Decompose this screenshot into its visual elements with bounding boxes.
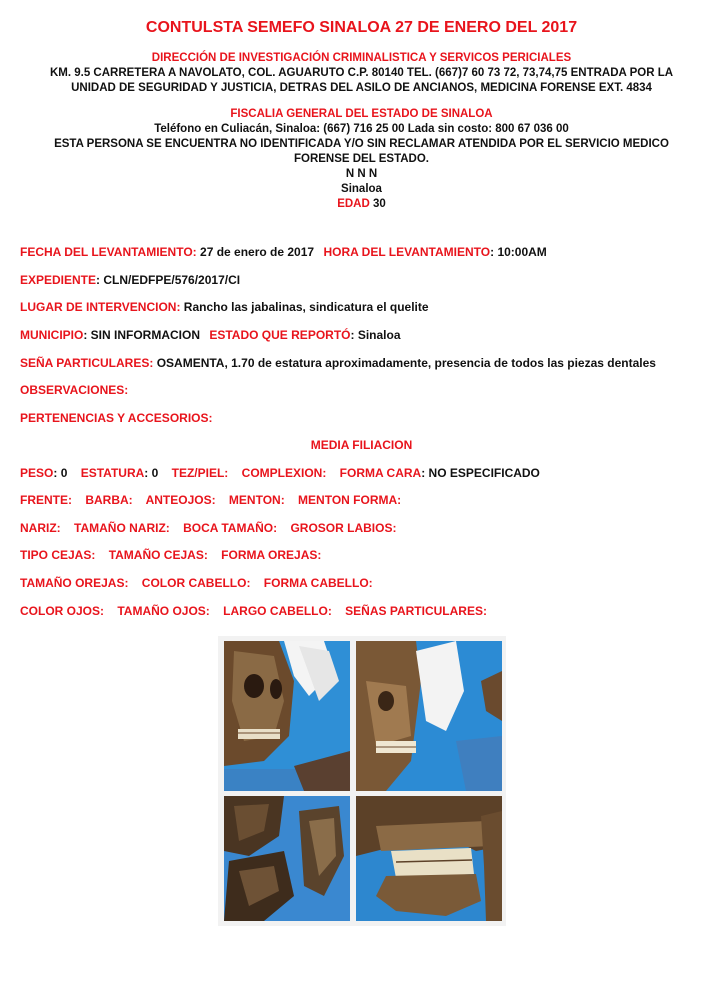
edad-row xyxy=(10,197,713,212)
municipio-value: : SIN INFORMACION xyxy=(83,328,201,342)
largo-cabello-label: LARGO CABELLO: xyxy=(223,604,332,618)
estado-value: : Sinaloa xyxy=(350,328,401,342)
photo-collage xyxy=(218,636,506,926)
fiscalia-note-line1: ESTA PERSONA SE ENCUENTRA NO IDENTIFICADA Y/O SIN RECLAMAR ATENDIDA POR EL SERVICIO MEDICO xyxy=(54,138,669,150)
expediente-value: : CLN/EDFPE/576/2017/CI xyxy=(96,273,241,287)
peso-value: : 0 xyxy=(53,466,68,480)
municipio-row xyxy=(20,328,710,342)
anteojos-label: ANTEOJOS: xyxy=(145,493,216,507)
page-title: CONTULSTA SEMEFO SINALOA 27 DE ENERO DEL 2017 xyxy=(145,19,578,36)
photo-skull-side xyxy=(356,641,502,791)
pertenencias-row xyxy=(20,411,710,425)
senas-value: OSAMENTA, 1.70 de estatura aproximadamente, presencia de todos las piezas dentales xyxy=(156,356,656,370)
frente-label: FRENTE: xyxy=(20,493,72,507)
boca-tamano-label: BOCA TAMAÑO: xyxy=(183,521,278,535)
peso-row xyxy=(20,466,710,480)
complexion-label: COMPLEXION: xyxy=(241,466,327,480)
forma-cara-label: FORMA CARA xyxy=(339,466,422,480)
senas-row xyxy=(20,356,710,370)
edad-value: 30 xyxy=(373,198,386,210)
color-cabello-label: COLOR CABELLO: xyxy=(141,576,251,590)
fiscalia-phone: Teléfono en Culiacán, Sinaloa: (667) 716 25 00 Lada sin costo: 800 67 036 00 xyxy=(154,123,569,135)
frente-row xyxy=(20,493,710,507)
forma-cara-value: : NO ESPECIFICADO xyxy=(421,466,540,480)
fecha-label: FECHA DEL LEVANTAMIENTO: xyxy=(20,245,197,259)
orejas-cabello-row xyxy=(20,576,710,590)
direccion-name: DIRECCIÓN DE INVESTIGACIÓN CRIMINALISTICA Y SERVICOS PERICIALES xyxy=(151,52,572,64)
tamano-ojos-label: TAMAÑO OJOS: xyxy=(117,604,210,618)
lugar-value: Rancho las jabalinas, sindicatura el quelite xyxy=(183,300,429,314)
observaciones-label: OBSERVACIONES: xyxy=(20,383,129,397)
media-filiacion-heading-row xyxy=(0,438,723,452)
nariz-label: NARIZ: xyxy=(20,521,61,535)
estatura-value: : 0 xyxy=(144,466,159,480)
hora-label: HORA DEL LEVANTAMIENTO xyxy=(323,245,491,259)
barba-label: BARBA: xyxy=(85,493,133,507)
grosor-labios-label: GROSOR LABIOS: xyxy=(290,521,397,535)
ojos-row xyxy=(20,604,710,618)
fiscalia-header xyxy=(10,107,713,212)
fecha-value: 27 de enero de 2017 xyxy=(200,245,315,259)
lugar-row xyxy=(20,300,710,314)
fiscalia-name: FISCALIA GENERAL DEL ESTADO DE SINALOA xyxy=(230,108,493,120)
photo-fragments xyxy=(224,796,350,921)
estado-label: ESTADO QUE REPORTÓ xyxy=(209,328,351,342)
expediente-row xyxy=(20,273,710,287)
tamano-nariz-label: TAMAÑO NARIZ: xyxy=(74,521,170,535)
tamano-orejas-label: TAMAÑO OREJAS: xyxy=(20,576,129,590)
observaciones-row xyxy=(20,383,710,397)
fiscalia-note-line2: FORENSE DEL ESTADO. xyxy=(293,153,430,165)
photo-jaw xyxy=(356,796,502,921)
forma-cabello-label: FORMA CABELLO: xyxy=(263,576,373,590)
hora-value: : 10:00AM xyxy=(490,245,547,259)
lugar-label: LUGAR DE INTERVENCION: xyxy=(20,300,181,314)
tipo-cejas-label: TIPO CEJAS: xyxy=(20,548,96,562)
direccion-address-line2: UNIDAD DE SEGURIDAD Y JUSTICIA, DETRAS DEL ASILO DE ANCIANOS, MEDICINA FORENSE EXT. 4834 xyxy=(71,82,652,94)
edad-label: EDAD xyxy=(337,198,370,210)
nnn-label: N N N xyxy=(345,168,378,180)
media-filiacion-heading: MEDIA FILIACION xyxy=(310,438,413,452)
senas-particulares-label: SEÑAS PARTICULARES: xyxy=(345,604,487,618)
cejas-row xyxy=(20,548,710,562)
direccion-address-line1: KM. 9.5 CARRETERA A NAVOLATO, COL. AGUARUTO C.P. 80140 TEL. (667)7 60 73 72, 73,74,75 ENTRADA POR LA xyxy=(49,67,674,79)
state-label: Sinaloa xyxy=(341,183,382,195)
color-ojos-label: COLOR OJOS: xyxy=(20,604,105,618)
menton-forma-label: MENTON FORMA: xyxy=(298,493,402,507)
direccion-header xyxy=(10,51,713,96)
estatura-label: ESTATURA xyxy=(80,466,145,480)
senas-label: SEÑA PARTICULARES: xyxy=(20,356,154,370)
expediente-label: EXPEDIENTE xyxy=(20,273,97,287)
photo-skull-front xyxy=(224,641,350,791)
fecha-hora-row xyxy=(20,245,710,259)
tamano-cejas-label: TAMAÑO CEJAS: xyxy=(108,548,208,562)
municipio-label: MUNICIPIO xyxy=(20,328,84,342)
menton-label: MENTON: xyxy=(228,493,285,507)
peso-label: PESO xyxy=(20,466,54,480)
tez-label: TEZ/PIEL: xyxy=(171,466,229,480)
forma-orejas-label: FORMA OREJAS: xyxy=(221,548,322,562)
pertenencias-label: PERTENENCIAS Y ACCESORIOS: xyxy=(20,411,213,425)
nariz-row xyxy=(20,521,710,535)
